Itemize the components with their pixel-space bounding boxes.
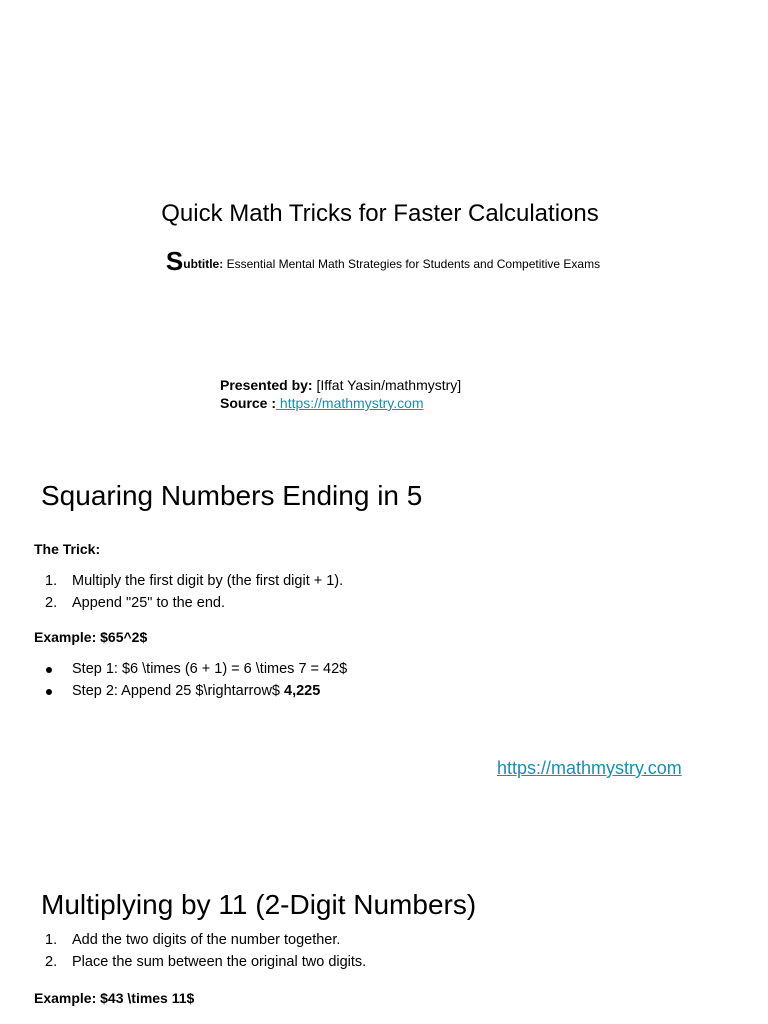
- list-item-text: Step 1: $6 \times (6 + 1) = 6 \times 7 = 42$: [72, 661, 348, 677]
- section-heading-squaring: Squaring Numbers Ending in 5: [41, 480, 423, 511]
- subtitle-label: ubtitle:: [183, 257, 224, 271]
- multiply-steps-list: [34, 930, 366, 973]
- example-result: 4,225: [284, 682, 321, 699]
- list-item: [34, 593, 343, 615]
- example-label-multiply: Example: $43 \times 11$: [34, 990, 195, 1006]
- presenter-label: Presented by:: [220, 377, 313, 393]
- bullet-icon: [46, 667, 52, 673]
- list-item: [34, 952, 366, 974]
- list-item: [34, 659, 347, 681]
- example-steps-list: [34, 659, 347, 702]
- list-number: 1.: [45, 932, 58, 948]
- source-label: Source :: [220, 395, 277, 411]
- section-heading-multiply-11: Multiplying by 11 (2-Digit Numbers): [41, 889, 477, 920]
- list-number: 2.: [45, 594, 58, 611]
- list-item-text: Add the two digits of the number together.: [72, 932, 341, 948]
- subtitle-line: [0, 246, 766, 279]
- presenter-value: [Iffat Yasin/mathmystry]: [316, 377, 462, 393]
- trick-label: The Trick:: [34, 541, 101, 557]
- trick-steps-list: [34, 571, 343, 614]
- list-number: 2.: [45, 953, 58, 970]
- document-title: Quick Math Tricks for Faster Calculations: [161, 200, 599, 227]
- list-item: [34, 571, 343, 593]
- list-item-text: Step 2: Append 25 $\rightarrow$: [72, 682, 285, 699]
- list-item-text: Place the sum between the original two digits.: [72, 953, 367, 970]
- list-number: 1.: [45, 573, 58, 589]
- list-item-text: Multiply the first digit by (the first digit + 1).: [72, 573, 344, 589]
- example-label-squaring: Example: $65^2$: [34, 629, 148, 645]
- site-link[interactable]: https://mathmystry.com: [497, 758, 682, 778]
- presenter-line: [220, 376, 461, 394]
- bullet-icon: [46, 689, 52, 695]
- subtitle-text: Essential Mental Math Strategies for Students and Competitive Exams: [226, 257, 601, 271]
- list-item: [34, 681, 347, 703]
- list-item: [34, 930, 366, 952]
- list-item-text: Append "25" to the end.: [72, 594, 226, 611]
- source-link[interactable]: https://mathmystry.com: [276, 395, 424, 411]
- source-line: [220, 394, 424, 412]
- subtitle-label-initial: S: [165, 246, 184, 276]
